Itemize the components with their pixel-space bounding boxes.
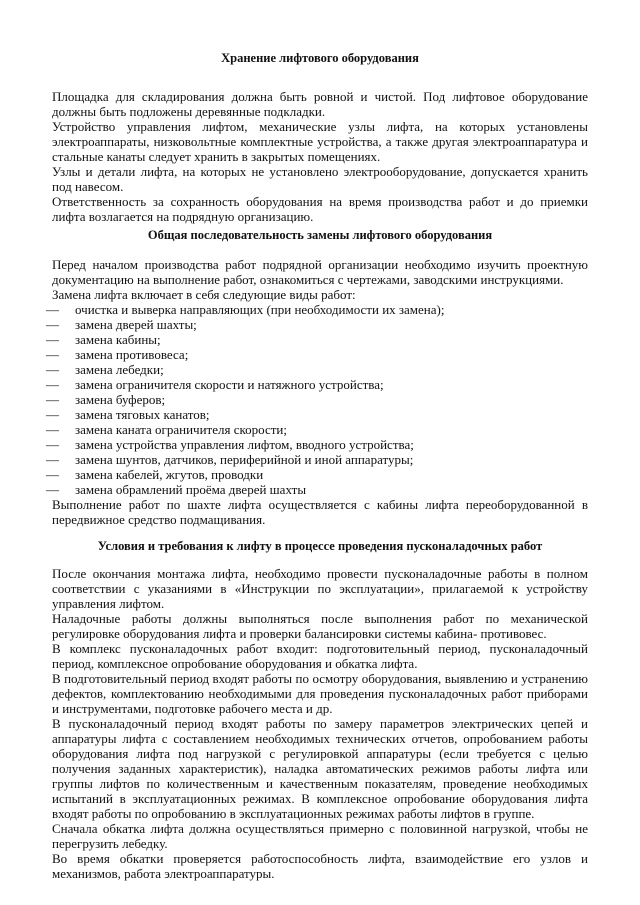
list-item	[46, 467, 588, 482]
dash-bullet-icon: —	[46, 392, 59, 407]
list-item	[46, 422, 588, 437]
dash-bullet-icon: —	[46, 467, 59, 482]
dash-bullet-icon: —	[46, 362, 59, 377]
dash-bullet-icon: —	[46, 422, 59, 437]
paragraph: Во время обкатки проверяется работоспособность лифта, взаимодействие его узлов и механизмов, работа электроаппаратуры.	[52, 851, 588, 881]
paragraph: В комплекс пусконаладочных работ входит: подготовительный период, пусконаладочный период, комплексное опробование оборудования и обкатка лифта.	[52, 641, 588, 671]
paragraph: После окончания монтажа лифта, необходимо провести пусконаладочные работы в полном соответствии с указаниями в «Инструкции по эксплуатации», прилагаемой к устройству управления лифтом.	[52, 566, 588, 611]
list-item	[46, 377, 588, 392]
heading-replacement-sequence: Общая последовательность замены лифтового оборудования	[147, 228, 493, 242]
list-item	[46, 437, 588, 452]
dash-bullet-icon: —	[46, 452, 59, 467]
list-item-text: замена ограничителя скорости и натяжного устройства;	[75, 377, 384, 392]
list-item-text: замена лебедки;	[75, 362, 164, 377]
paragraph: В подготовительный период входят работы по осмотру оборудования, выявлению и устранению дефектов, комплектованию необходимыми для проведения пусконаладочных работ приборами и инструментами, подготовке рабочего места и др.	[52, 671, 588, 716]
dash-bullet-icon: —	[46, 317, 59, 332]
dash-bullet-icon: —	[46, 332, 59, 347]
heading-commissioning: Условия и требования к лифту в процессе проведения пусконаладочных работ	[97, 539, 543, 553]
list-item-text: очистка и выверка направляющих (при необходимости их замена);	[75, 302, 445, 317]
list-item-text: замена кабины;	[75, 332, 161, 347]
paragraph: Площадка для складирования должна быть ровной и чистой. Под лифтовое оборудование должны быть подложены деревянные подкладки.	[52, 89, 588, 119]
dash-bullet-icon: —	[46, 407, 59, 422]
list-item	[46, 407, 588, 422]
list-item	[46, 317, 588, 332]
dash-bullet-icon: —	[46, 302, 59, 317]
list-item	[46, 347, 588, 362]
list-item	[46, 482, 588, 497]
section-storage	[52, 89, 588, 224]
dash-bullet-icon: —	[46, 482, 59, 497]
paragraph: Устройство управления лифтом, механические узлы лифта, на которых установлены электроаппараты, низковольтные комплектные устройства, а также другая электроаппаратура и стальные канаты следует хранить в закрытых помещениях.	[52, 119, 588, 164]
paragraph: Сначала обкатка лифта должна осуществляться примерно с половинной нагрузкой, чтобы не перегрузить лебедку.	[52, 821, 588, 851]
paragraph: Выполнение работ по шахте лифта осуществляется с кабины лифта переоборудованной в передвижное средство подмащивания.	[52, 497, 588, 527]
list-item-text: замена дверей шахты;	[75, 317, 197, 332]
list-item	[46, 362, 588, 377]
list-item	[46, 452, 588, 467]
paragraph: Узлы и детали лифта, на которых не установлено электрооборудование, допускается хранить под навесом.	[52, 164, 588, 194]
paragraph: Ответственность за сохранность оборудования на время производства работ и до приемки лифта возлагается на подрядную организацию.	[52, 194, 588, 224]
list-item-text: замена противовеса;	[75, 347, 189, 362]
dash-bullet-icon: —	[46, 347, 59, 362]
list-item	[46, 392, 588, 407]
heading-storage: Хранение лифтового оборудования	[221, 51, 419, 65]
list-item-text: замена обрамлений проёма дверей шахты	[75, 482, 307, 497]
section-replacement-sequence	[46, 257, 588, 527]
paragraph: В пусконаладочный период входят работы по замеру параметров электрических цепей и аппаратуры лифта с составлением необходимых технических отчетов, опробованием работы оборудования лифта под нагрузкой с регулировкой аппаратуры (если требуется с целью получения заданных характеристик), наладка автоматических режимов работы лифта или группы лифтов по количественным и качественным показателям, проведение необходимых испытаний в эксплуатационных режимах. В комплексное опробование оборудования лифта входят работы по опробованию в эксплуатационных режимах работы лифтов в группе.	[52, 716, 588, 821]
list-item-text: замена кабелей, жгутов, проводки	[75, 467, 264, 482]
paragraph: Наладочные работы должны выполняться после выполнения работ по механической регулировке оборудования лифта и проверки балансировки системы кабина- противовес.	[52, 611, 588, 641]
section-commissioning	[52, 566, 588, 881]
paragraph: Перед началом производства работ подрядной организации необходимо изучить проектную документацию на выполнение работ, ознакомиться с чертежами, заводскими инструкциями.	[52, 257, 588, 287]
list-item-text: замена буферов;	[75, 392, 166, 407]
list-item-text: замена шунтов, датчиков, периферийной и иной аппаратуры;	[75, 452, 414, 467]
paragraph: Замена лифта включает в себя следующие виды работ:	[52, 287, 356, 302]
list-item-text: замена тяговых канатов;	[75, 407, 210, 422]
list-item-text: замена устройства управления лифтом, вводного устройства;	[75, 437, 414, 452]
list-item	[46, 302, 588, 317]
work-list	[46, 302, 588, 497]
dash-bullet-icon: —	[46, 437, 59, 452]
list-item-text: замена каната ограничителя скорости;	[75, 422, 287, 437]
list-item	[46, 332, 588, 347]
dash-bullet-icon: —	[46, 377, 59, 392]
